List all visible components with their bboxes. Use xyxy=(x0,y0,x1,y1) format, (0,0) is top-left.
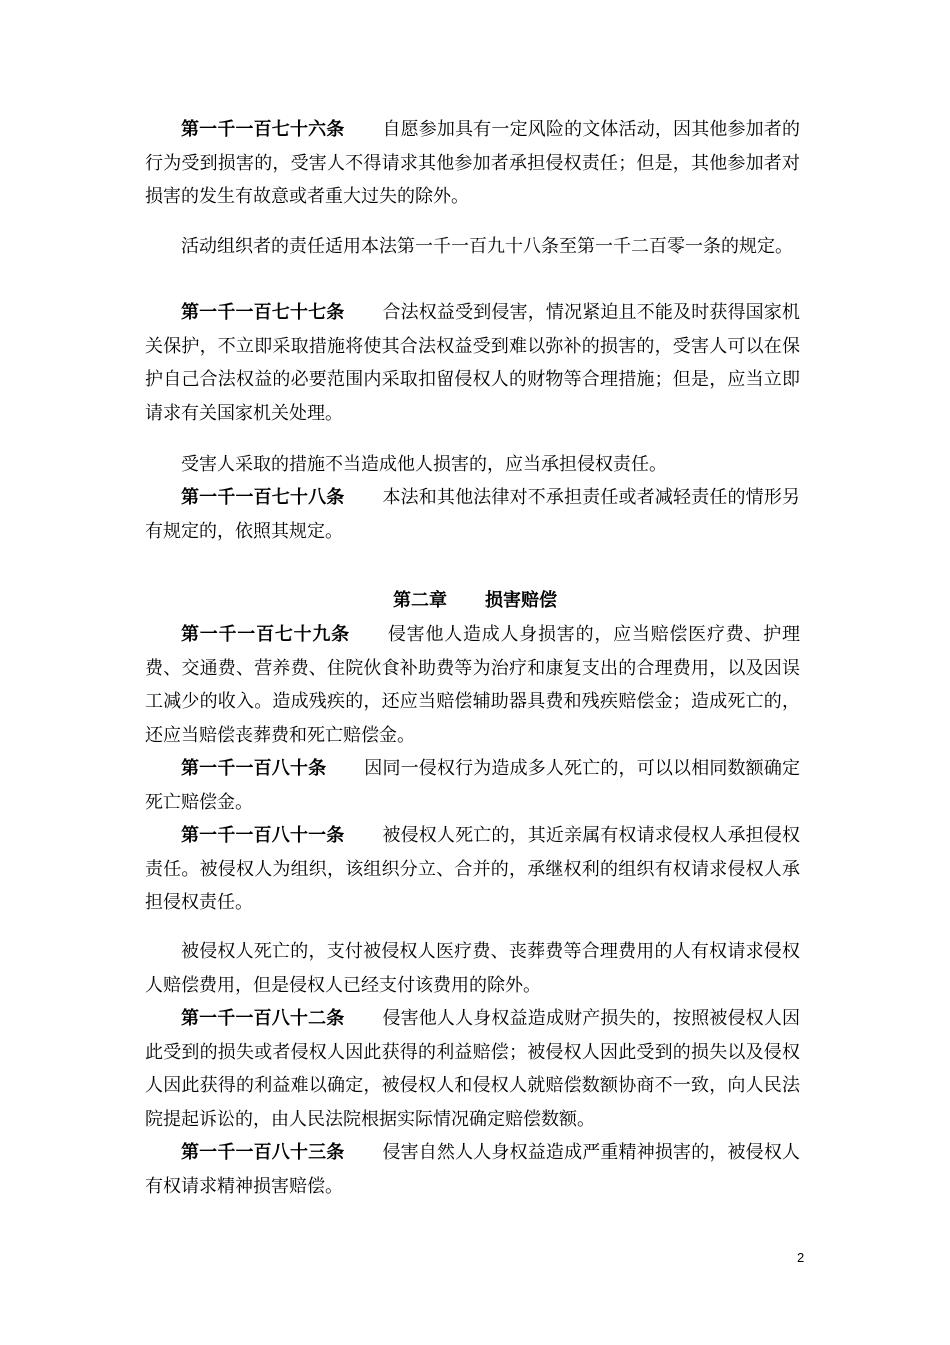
article-text: 被侵权人死亡的，支付被侵权人医疗费、丧葬费等合理费用的人有权请求侵权人赔偿费用，但是侵权人已经支付该费用的除外。 xyxy=(145,941,800,996)
article-paragraph xyxy=(145,752,800,819)
article-paragraph xyxy=(145,481,800,548)
article-text: 自愿参加具有一定风险的文体活动，因其他参加者的行为受到损害的，受害人不得请求其他参加者承担侵权责任；但是，其他参加者对损害的发生有故意或者重大过失的除外。 xyxy=(145,119,800,207)
article-text: 因同一侵权行为造成多人死亡的，可以以相同数额确定死亡赔偿金。 xyxy=(145,758,801,813)
article-paragraph xyxy=(145,1002,800,1136)
article-paragraph xyxy=(145,1136,800,1203)
article-heading: 第一千一百八十二条 xyxy=(181,1008,345,1029)
article-heading: 第一千一百八十三条 xyxy=(181,1142,345,1163)
chapter-heading xyxy=(0,584,950,618)
article-text: 侵害他人人身权益造成财产损失的，按照被侵权人因此受到的损失或者侵权人因此获得的利益赔偿；被侵权人因此受到的损失以及侵权人因此获得的利益难以确定，被侵权人和侵权人就赔偿数额协商不一致，向人民法院提起诉讼的，由人民法院根据实际情况确定赔偿数额。 xyxy=(145,1008,800,1130)
article-text: 合法权益受到侵害，情况紧迫且不能及时获得国家机关保护，不立即采取措施将使其合法权益受到难以弥补的损害的，受害人可以在保护自己合法权益的必要范围内采取扣留侵权人的财物等合理措施；但是，应当立即请求有关国家机关处理。 xyxy=(145,302,800,424)
article-paragraph xyxy=(145,819,800,920)
paragraph xyxy=(145,935,800,1002)
article-heading: 第一千一百七十七条 xyxy=(181,302,345,323)
article-heading: 第一千一百七十九条 xyxy=(181,624,350,645)
article-text: 本法和其他法律对不承担责任或者减轻责任的情形另有规定的，依照其规定。 xyxy=(145,487,800,542)
article-paragraph xyxy=(145,113,800,214)
article-text: 侵害他人造成人身损害的，应当赔偿医疗费、护理费、交通费、营养费、住院伙食补助费等为治疗和康复支出的合理费用，以及因误工减少的收入。造成残疾的，还应当赔偿辅助器具费和残疾赔偿金；造成死亡的，还应当赔偿丧葬费和死亡赔偿金。 xyxy=(145,624,801,746)
article-text: 活动组织者的责任适用本法第一千一百九十八条至第一千二百零一条的规定。 xyxy=(181,236,793,257)
chapter-number: 第二章 xyxy=(393,590,447,611)
article-heading: 第一千一百八十条 xyxy=(181,758,327,779)
page-number: 2 xyxy=(797,1250,805,1265)
article-text: 受害人采取的措施不当造成他人损害的，应当承担侵权责任。 xyxy=(181,454,667,475)
paragraph xyxy=(145,448,800,482)
paragraph xyxy=(145,230,800,264)
article-paragraph xyxy=(145,618,800,752)
article-heading: 第一千一百七十六条 xyxy=(181,119,345,140)
article-text: 被侵权人死亡的，其近亲属有权请求侵权人承担侵权责任。被侵权人为组织，该组织分立、合并的，承继权利的组织有权请求侵权人承担侵权责任。 xyxy=(145,825,800,913)
article-heading: 第一千一百八十一条 xyxy=(181,825,345,846)
article-heading: 第一千一百七十八条 xyxy=(181,487,345,508)
article-paragraph xyxy=(145,296,800,430)
article-text: 侵害自然人人身权益造成严重精神损害的，被侵权人有权请求精神损害赔偿。 xyxy=(145,1142,800,1197)
chapter-title: 损害赔偿 xyxy=(485,590,557,611)
